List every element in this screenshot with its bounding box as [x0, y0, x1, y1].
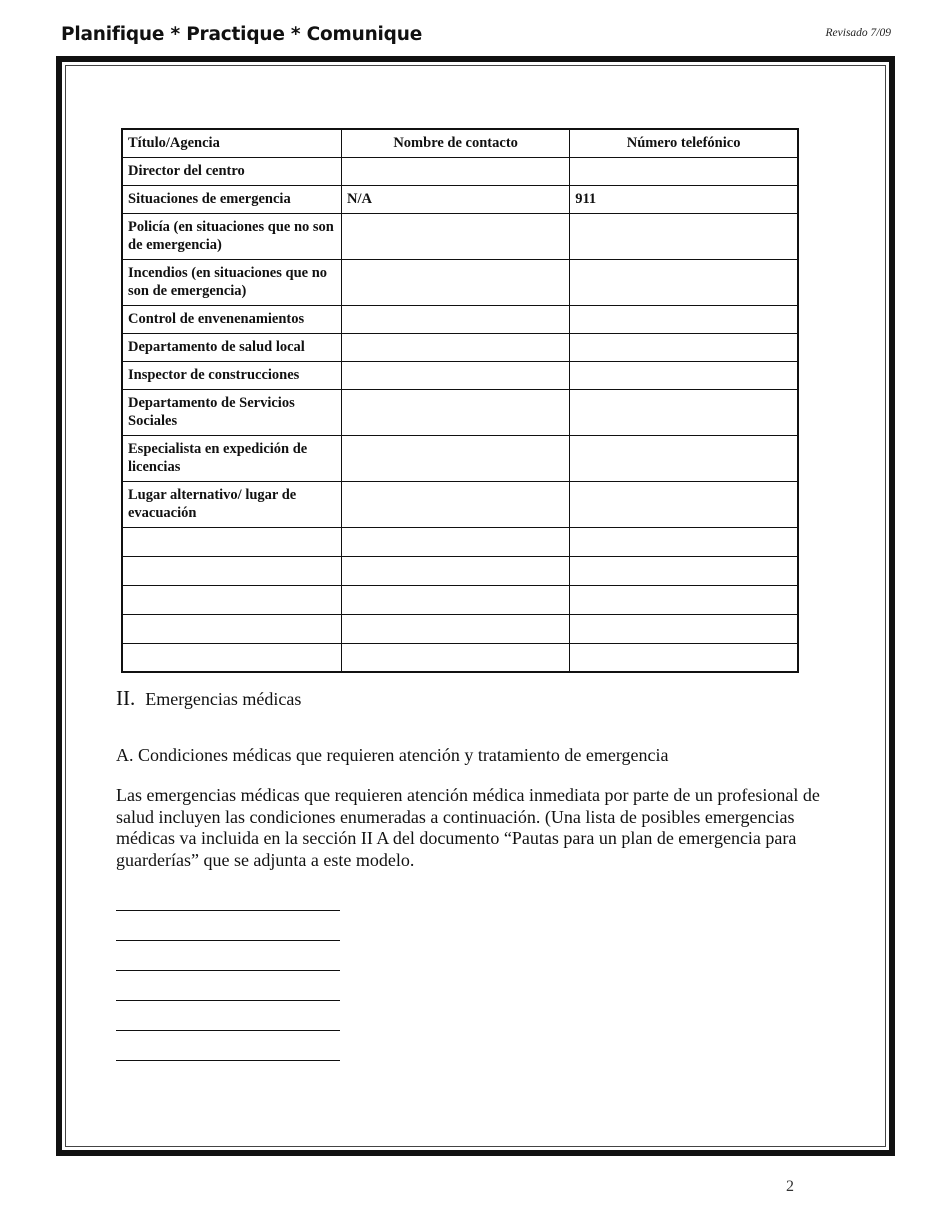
section-numeral: II.	[116, 686, 136, 710]
contact-name-cell[interactable]	[342, 481, 570, 527]
agency-cell: Departamento de salud local	[122, 333, 342, 361]
phone-cell[interactable]	[570, 259, 798, 305]
table-row	[122, 361, 798, 389]
fill-in-line[interactable]	[116, 940, 340, 941]
phone-cell[interactable]	[570, 157, 798, 185]
table-row	[122, 333, 798, 361]
table-row	[122, 481, 798, 527]
phone-cell[interactable]	[570, 333, 798, 361]
contact-name-cell[interactable]	[342, 259, 570, 305]
agency-cell: Inspector de construcciones	[122, 361, 342, 389]
phone-cell[interactable]	[570, 643, 798, 672]
contact-name-cell[interactable]	[342, 585, 570, 614]
contact-name-cell[interactable]	[342, 435, 570, 481]
table-row	[122, 389, 798, 435]
agency-cell: Director del centro	[122, 157, 342, 185]
fill-in-lines	[116, 910, 340, 1090]
phone-cell[interactable]	[570, 527, 798, 556]
contact-name-cell[interactable]	[342, 527, 570, 556]
table-row	[122, 527, 798, 556]
header-cell-contact-name: Nombre de contacto	[342, 129, 570, 157]
emergency-contacts-table	[121, 128, 799, 673]
contact-name-cell[interactable]: N/A	[342, 185, 570, 213]
agency-cell: Lugar alternativo/ lugar de evacuación	[122, 481, 342, 527]
phone-cell[interactable]	[570, 585, 798, 614]
page-number: 2	[786, 1178, 794, 1195]
agency-cell[interactable]	[122, 643, 342, 672]
table-row	[122, 643, 798, 672]
table-row	[122, 556, 798, 585]
table-row	[122, 157, 798, 185]
agency-cell: Incendios (en situaciones que no son de emergencia)	[122, 259, 342, 305]
contact-name-cell[interactable]	[342, 213, 570, 259]
table-row	[122, 213, 798, 259]
phone-cell[interactable]: 911	[570, 185, 798, 213]
agency-cell[interactable]	[122, 585, 342, 614]
table-row	[122, 435, 798, 481]
agency-cell: Especialista en expedición de licencias	[122, 435, 342, 481]
fill-in-line[interactable]	[116, 910, 340, 911]
phone-cell[interactable]	[570, 361, 798, 389]
table-row	[122, 614, 798, 643]
fill-in-line[interactable]	[116, 970, 340, 971]
agency-cell: Control de envenenamientos	[122, 305, 342, 333]
table-row	[122, 585, 798, 614]
section-heading	[116, 686, 301, 711]
contact-name-cell[interactable]	[342, 389, 570, 435]
phone-cell[interactable]	[570, 213, 798, 259]
contact-name-cell[interactable]	[342, 361, 570, 389]
contact-name-cell[interactable]	[342, 556, 570, 585]
fill-in-line[interactable]	[116, 1060, 340, 1061]
fill-in-line[interactable]	[116, 1000, 340, 1001]
table-row	[122, 259, 798, 305]
phone-cell[interactable]	[570, 389, 798, 435]
revision-label: Revisado 7/09	[825, 27, 891, 39]
contact-name-cell[interactable]	[342, 305, 570, 333]
table-row	[122, 305, 798, 333]
agency-cell: Policía (en situaciones que no son de emergencia)	[122, 213, 342, 259]
table-row	[122, 185, 798, 213]
agency-cell[interactable]	[122, 556, 342, 585]
contact-name-cell[interactable]	[342, 643, 570, 672]
subsection-title: A. Condiciones médicas que requieren atención y tratamiento de emergencia	[116, 745, 669, 765]
contact-name-cell[interactable]	[342, 157, 570, 185]
phone-cell[interactable]	[570, 435, 798, 481]
section-title: Emergencias médicas	[145, 689, 302, 709]
header-cell-agency: Título/Agencia	[122, 129, 342, 157]
agency-cell[interactable]	[122, 527, 342, 556]
phone-cell[interactable]	[570, 305, 798, 333]
contact-name-cell[interactable]	[342, 614, 570, 643]
table-header-row	[122, 129, 798, 157]
phone-cell[interactable]	[570, 481, 798, 527]
fill-in-line[interactable]	[116, 1030, 340, 1031]
agency-cell[interactable]	[122, 614, 342, 643]
document-header-title: Planifique * Practique * Comunique	[61, 24, 423, 45]
header-cell-phone: Número telefónico	[570, 129, 798, 157]
body-paragraph: Las emergencias médicas que requieren atención médica inmediata por parte de un profesional de salud incluyen las condiciones enumeradas a continuación. (Una lista de posibles emergencias médicas va incluida en la sección II A del documento “Pautas para un plan de emergencia para guarderías” que se adjunta a este modelo.	[116, 785, 820, 870]
agency-cell: Situaciones de emergencia	[122, 185, 342, 213]
agency-cell: Departamento de Servicios Sociales	[122, 389, 342, 435]
contact-name-cell[interactable]	[342, 333, 570, 361]
phone-cell[interactable]	[570, 556, 798, 585]
phone-cell[interactable]	[570, 614, 798, 643]
